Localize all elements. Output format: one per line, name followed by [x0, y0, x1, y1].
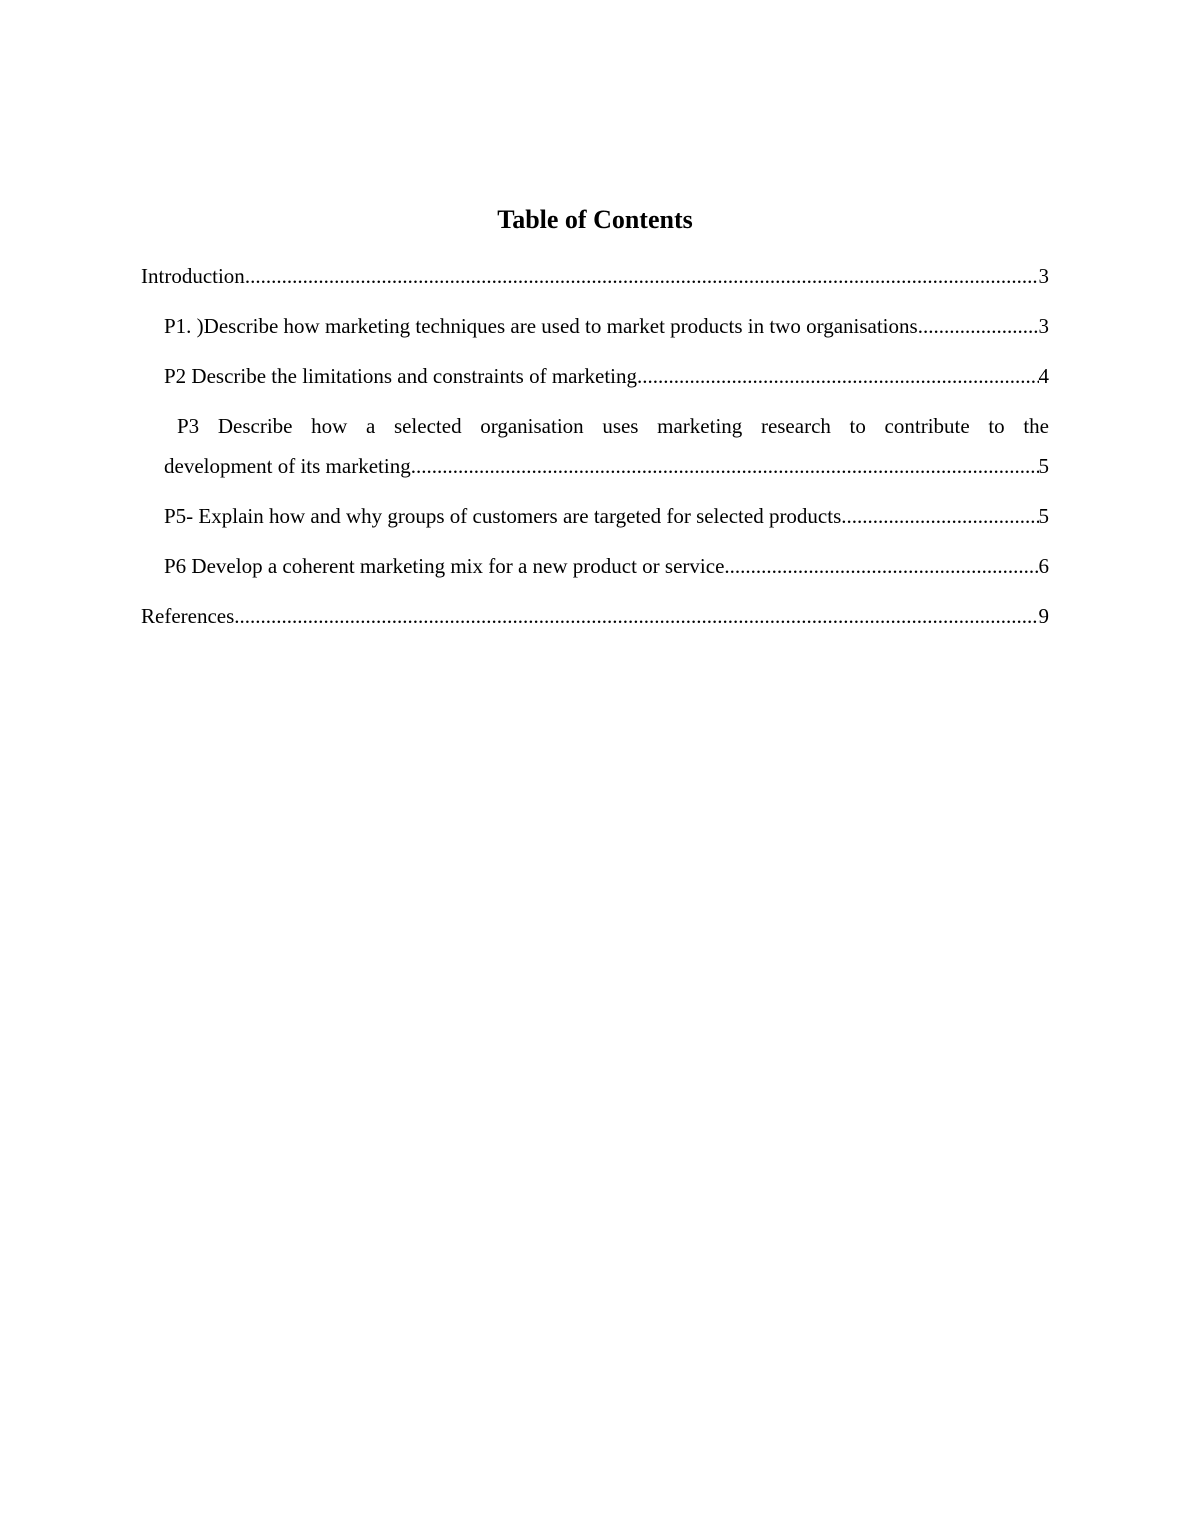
toc-entry-label: References [141, 604, 235, 628]
toc-entry-p5[interactable] [141, 496, 1049, 536]
dot-leader [637, 356, 1039, 396]
toc-entry-page-number: 6 [1038, 554, 1049, 578]
toc-title: Table of Contents [497, 205, 693, 234]
toc-entry-references[interactable] [141, 596, 1049, 636]
toc-entry-label: P2 Describe the limitations and constraints of marketing [164, 364, 637, 388]
toc-entry-p2[interactable] [141, 356, 1049, 396]
toc-entry-p3[interactable] [141, 406, 1049, 486]
dot-leader [411, 446, 1039, 486]
dot-leader [234, 596, 1038, 636]
toc-entry-page-number: 9 [1038, 604, 1049, 628]
dot-leader [918, 306, 1039, 346]
dot-leader [841, 496, 1038, 536]
dot-leader [724, 546, 1038, 586]
toc-entry-p6[interactable] [141, 546, 1049, 586]
toc-entry-label: P1. )Describe how marketing techniques are used to market products in two organisations [164, 314, 918, 338]
toc-entry-label: P6 Develop a coherent marketing mix for a new product or service [164, 554, 725, 578]
toc-entry-label: P5- Explain how and why groups of customers are targeted for selected products [164, 504, 842, 528]
toc-entry-page-number: 3 [1038, 314, 1049, 338]
toc-entry-p1[interactable] [141, 306, 1049, 346]
toc-entry-label: Introduction [141, 264, 245, 288]
toc-entry-page-number: 4 [1038, 364, 1049, 388]
toc-entry-label-line-1: P3 Describe how a selected organisation uses marketing research to contribute to the [177, 414, 1049, 438]
table-of-contents [141, 200, 1049, 646]
toc-entry-page-number: 5 [1038, 454, 1049, 478]
dot-leader [245, 256, 1039, 296]
toc-entry-label: development of its marketing [164, 454, 411, 478]
toc-entry-page-number: 3 [1038, 264, 1049, 288]
toc-entry-page-number: 5 [1038, 504, 1049, 528]
toc-entry-introduction[interactable] [141, 256, 1049, 296]
